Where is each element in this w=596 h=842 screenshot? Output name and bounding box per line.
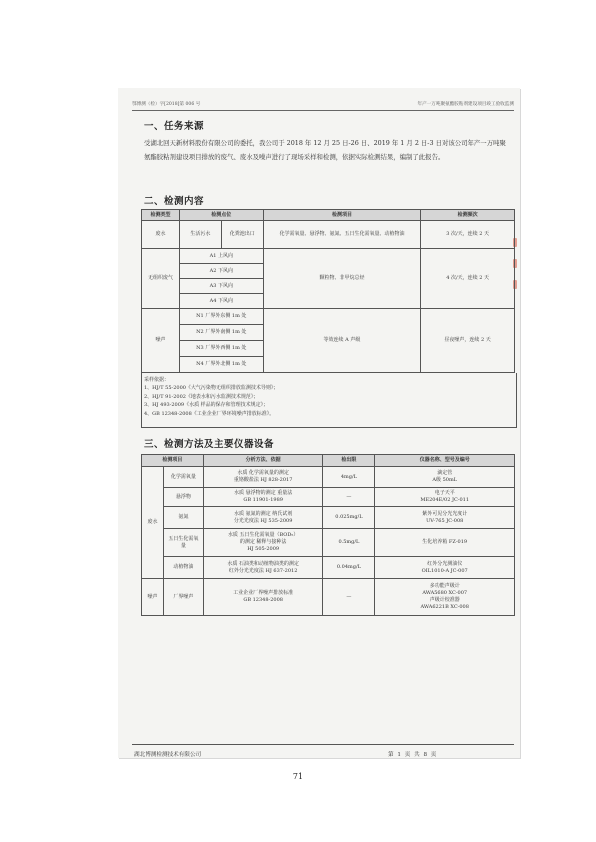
col-detection-item: 检测项目 <box>142 455 204 467</box>
table-row <box>142 529 515 557</box>
section-task-source-title: 一、任务来源 <box>144 121 205 132</box>
section-methods-title: 三、检测方法及主要仪器设备 <box>144 439 275 450</box>
water-items: 化学需氧量、悬浮物、氨氮、五日生化需氧量、动植物油 <box>263 221 421 249</box>
instrument-line: UV-765 JC-008 <box>426 517 464 524</box>
gas-frequency: 4 次/天，连续 2 天 <box>421 249 515 309</box>
item-boundary-noise: 厂界噪声 <box>163 579 203 616</box>
limit-ammonia: 0.025mg/L <box>323 507 375 529</box>
method-line: GB 11901-1989 <box>243 497 283 503</box>
instrument-line: 紫外可见分光光度计 <box>422 510 468 517</box>
basis-item: 4、GB 12348-2008《工业企业厂界环境噪声排放标准》。 <box>144 410 275 417</box>
limit-ss: — <box>323 488 375 507</box>
table-row <box>142 557 515 579</box>
instrument-line: ME204E/02 JC-011 <box>420 497 470 503</box>
project-title: 年产一万吨聚氨酯胶粘剂建设项目竣工验收监测 <box>417 102 514 107</box>
instrument-bod5: 生化培养箱 FZ-019 <box>375 529 515 557</box>
item-ammonia: 氨氮 <box>163 507 203 529</box>
gas-point-3: A3 下风向 <box>179 279 263 294</box>
instrument-line: 电子天平 <box>434 490 455 496</box>
water-frequency: 3 次/天，连续 2 天 <box>421 221 515 249</box>
method-line: 工业企业厂界噪声排放标准 <box>233 590 294 596</box>
noise-frequency: 昼夜噪声，连续 2 天 <box>421 309 515 373</box>
limit-oil: 0.04mg/L <box>323 557 375 579</box>
task-source-paragraph: 受湖北回天新材料股份有限公司的委托，我公司于 2018 年 12 月 25 日-26 日、2019 年 1 月 2 日-3 日对该公司年产一万吨聚氨酯胶粘剂建设项目排放的废气、废水及噪声进行了现场采样和检测，依据实际检测结果，编制了此报告。 <box>144 139 506 161</box>
method-line: 水质 化学需氧量的测定 <box>237 470 289 476</box>
gas-type: 无组织废气 <box>142 249 180 309</box>
water-point-b: 化粪池出口 <box>221 221 263 249</box>
method-line: 水质 石油类和动植物油类的测定 <box>227 560 299 567</box>
table-row <box>142 507 515 529</box>
basis-item: 3、HJ 493-2009《水质 样品的保存和管理技术规定》； <box>144 402 269 409</box>
table-row <box>142 249 515 264</box>
basis-item: 2、HJ/T 91-2002《地表水和污水监测技术规范》； <box>144 393 259 400</box>
sampling-basis <box>144 376 508 418</box>
basis-item: 1、HJ/T 55-2000《大气污染物无组织排放监测技术导则》； <box>144 385 279 392</box>
noise-point-4: N4 厂界外北侧 1m 处 <box>179 357 263 373</box>
method-line: 水质 氨氮的测定 纳氏试剂 <box>234 510 293 517</box>
detection-content-table <box>141 209 515 373</box>
footer-company: 湖北博测检测技术有限公司 <box>134 752 202 758</box>
methods-table <box>141 454 515 616</box>
noise-point-3: N3 厂界外西侧 1m 处 <box>179 341 263 357</box>
noise-point-2: N2 厂界外南侧 1m 处 <box>179 325 263 341</box>
header-divider <box>132 110 514 111</box>
col-items: 检测项目 <box>263 210 421 221</box>
noise-point-1: N1 厂界外东侧 1m 处 <box>179 309 263 325</box>
method-line: 分光光度法 HJ 535-2009 <box>233 517 293 524</box>
instrument-line: A级 50mL <box>432 477 457 483</box>
table-row <box>142 579 515 616</box>
method-line: 水质 五日生化需氧量（BOD₅） <box>227 532 299 538</box>
footer-divider <box>132 744 514 745</box>
noise-type: 噪声 <box>142 309 180 373</box>
instrument-line: 滴定管 <box>437 470 453 476</box>
method-line: 的测定 稀释与接种法 <box>239 539 287 545</box>
gas-point-1: A1 上风向 <box>179 249 263 264</box>
instrument-line: 声级计校准器 <box>429 597 460 603</box>
instrument-line: AWA6221B XC-008 <box>420 604 469 610</box>
gas-items: 颗粒物、非甲烷总烃 <box>263 249 421 309</box>
method-line: GB 12348-2008 <box>243 597 283 603</box>
table-row <box>142 488 515 507</box>
limit-bod5: 0.5mg/L <box>323 529 375 557</box>
limit-noise: — <box>323 579 375 616</box>
table-row <box>142 467 515 488</box>
table-row <box>142 221 515 249</box>
instrument-line: AWA5680 XC-007 <box>422 590 468 596</box>
table-row <box>142 309 515 325</box>
gas-point-2: A2 下风向 <box>179 264 263 279</box>
water-point-a: 生活污水 <box>179 221 221 249</box>
report-number: 鄂博测（检）字[2018]第 006 号 <box>132 102 201 107</box>
water-type: 废水 <box>142 467 164 579</box>
section-content-title: 二、检测内容 <box>144 196 205 207</box>
instrument-line: OIL1010-A JC-007 <box>421 567 468 574</box>
page-number: 71 <box>292 772 304 781</box>
method-line: HJ 505-2009 <box>247 546 280 552</box>
noise-type: 噪声 <box>142 579 164 616</box>
col-limit: 检出限 <box>323 455 375 467</box>
noise-items: 等效连续 A 声级 <box>263 309 421 373</box>
col-instrument: 仪器名称、型号及编号 <box>375 455 515 467</box>
col-method: 分析方法、依据 <box>203 455 323 467</box>
instrument-line: 红外分光测油仪 <box>427 560 463 567</box>
footer-page-info: 第 1 页 共 8 页 <box>388 752 437 758</box>
col-frequency: 检测频次 <box>421 210 515 221</box>
col-type: 检测类型 <box>142 210 180 221</box>
sampling-basis-title: 采样依据： <box>144 377 170 383</box>
item-ss: 悬浮物 <box>163 488 203 507</box>
item-cod: 化学需氧量 <box>163 467 203 488</box>
water-type: 废水 <box>142 221 180 249</box>
item-bod5: 五日生化需氧量 <box>163 529 203 557</box>
instrument-line: 多功能声级计 <box>429 583 460 589</box>
method-line: 红外分光光度法 HJ 637-2012 <box>228 567 298 574</box>
item-oil: 动植物油 <box>163 557 203 579</box>
method-line: 水质 悬浮物的测定 重量法 <box>234 490 293 496</box>
gas-point-4: A4 下风向 <box>179 294 263 309</box>
limit-cod: 4mg/L <box>323 467 375 488</box>
col-point: 检测点位 <box>179 210 263 221</box>
method-line: 重铬酸盐法 HJ 828-2017 <box>233 477 293 483</box>
